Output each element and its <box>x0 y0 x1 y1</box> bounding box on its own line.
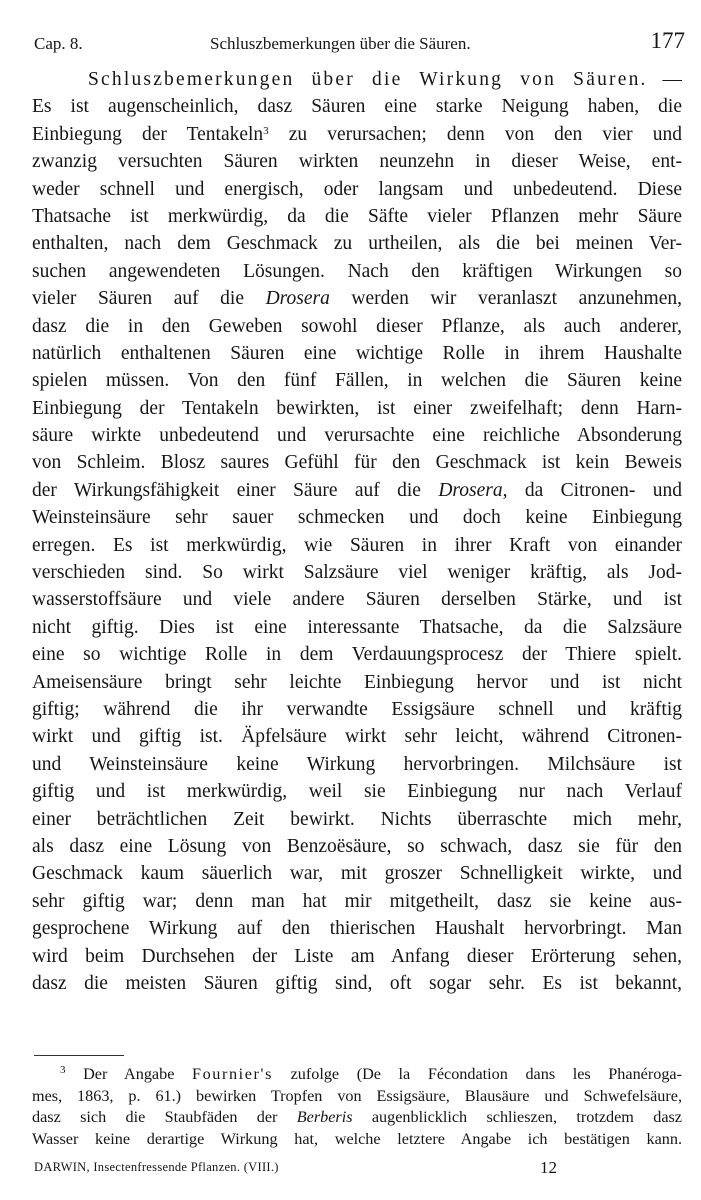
text-line: wirkt und giftig ist. Äpfelsäure wirkt sehr leicht, während Citronen- <box>32 726 682 748</box>
footnote <box>32 1064 682 1150</box>
printer-signature <box>34 1158 684 1182</box>
text-line: weder schnell und energisch, oder langsam und unbedeutend. Diese <box>32 178 682 200</box>
text-fragment: Der Angabe <box>65 1065 192 1083</box>
footnote-separator <box>34 1055 124 1056</box>
text-line: Thatsache ist merkwürdig, da die Säfte vieler Pflanzen mehr Säure <box>32 205 682 227</box>
text-line: giftig und ist merkwürdig, weil sie Einbiegung nur nach Verlauf <box>32 781 682 803</box>
text-line: verschieden sind. So wirkt Salzsäure viel weniger kräftig, als Jod- <box>32 562 682 584</box>
italic-genus-name: Berberis <box>296 1108 353 1126</box>
running-header <box>34 28 685 58</box>
footnote-line <box>32 1107 682 1129</box>
text-fragment: werden wir veranlaszt anzunehmen, <box>329 288 682 310</box>
text-line: Es ist augenscheinlich, dasz Säuren eine starke Neigung haben, die <box>32 96 682 118</box>
text-line: gesprochene Wirkung auf den thierischen Haushalt hervorbringt. Man <box>32 918 682 940</box>
text-line: suchen angewendeten Lösungen. Nach den kräftigen Wirkungen so <box>32 260 682 282</box>
text-fragment: zu verursachen; denn von den vier und <box>268 123 682 145</box>
text-line: säure wirkte unbedeutend und verursachte eine reichliche Absonderung <box>32 425 682 447</box>
text-line <box>32 477 682 504</box>
text-fragment: augenblicklich schlieszen, trotzdem dasz <box>352 1108 682 1126</box>
page-number: 177 <box>650 28 685 53</box>
chapter-label: Cap. 8. <box>34 34 83 53</box>
footnote-line: Wasser keine derartige Wirkung hat, welche letztere Angabe ich bestätigen kann. <box>32 1129 682 1148</box>
text-fragment: der Wirkungsfähigkeit einer Säure auf die <box>32 479 439 501</box>
text-line: als dasz eine Lösung von Benzoësäure, so schwach, dasz sie für den <box>32 835 682 857</box>
footnote-line <box>32 1064 682 1086</box>
text-line: von Schleim. Blosz saures Gefühl für den Geschmack ist kein Beweis <box>32 452 682 474</box>
footnote-marker: 3 <box>60 1064 66 1076</box>
footnote-line: mes, 1863, p. 61.) bewirken Tropfen von Essigsäure, Blausäure und Schwefelsäure, <box>32 1086 682 1105</box>
text-line: erregen. Es ist merkwürdig, wie Säuren in ihrer Kraft von einander <box>32 534 682 556</box>
text-line <box>32 285 682 312</box>
text-line: eine so wichtige Rolle in dem Verdauungsprocesz der Thiere spielt. <box>32 644 682 666</box>
section-heading: Schluszbemerkungen über die Wirkung von Säuren. <box>88 69 648 90</box>
text-line <box>32 121 682 148</box>
text-line: und Weinsteinsäure keine Wirkung hervorbringen. Milchsäure ist <box>32 753 682 775</box>
author-name: Fournier's <box>192 1065 273 1083</box>
text-line: spielen müssen. Von den fünf Fällen, in welchen die Säuren keine <box>32 370 682 392</box>
text-fragment: dasz sich die Staubfäden der <box>32 1108 297 1126</box>
text-line: wasserstoffsäure und viele andere Säuren derselben Stärke, und ist <box>32 589 682 611</box>
text-line: Einbiegung der Tentakeln bewirkten, ist einer zweifelhaft; denn Harn- <box>32 397 682 419</box>
italic-genus-name: Drosera <box>438 479 503 501</box>
text-line: wird beim Durchsehen der Liste am Anfang dieser Erörterung sehen, <box>32 945 682 967</box>
text-line: zwanzig versuchten Säuren wirkten neunzehn in dieser Weise, ent- <box>32 151 682 173</box>
text-line <box>32 66 682 93</box>
signature-text: DARWIN, Insectenfressende Pflanzen. (VIII.) <box>34 1160 279 1174</box>
text-line: dasz die in den Geweben sowohl dieser Pflanze, als auch anderer, <box>32 315 682 337</box>
text-fragment: vieler Säuren auf die <box>32 288 266 310</box>
text-line: Weinsteinsäure sehr sauer schmecken und doch keine Einbiegung <box>32 507 682 529</box>
text-fragment: , da Citronen- und <box>502 479 682 501</box>
signature-number: 12 <box>540 1158 557 1177</box>
text-line: Ameisensäure bringt sehr leichte Einbiegung hervor und ist nicht <box>32 671 682 693</box>
text-fragment: — <box>647 69 682 90</box>
text-line: natürlich enthaltenen Säuren eine wichtige Rolle in ihrem Haushalte <box>32 342 682 364</box>
main-text <box>32 66 682 997</box>
text-line: enthalten, nach dem Geschmack zu urtheilen, als die bei meinen Ver- <box>32 233 682 255</box>
text-fragment: Einbiegung der Tentakeln <box>32 123 264 145</box>
text-line: dasz die meisten Säuren giftig sind, oft sogar sehr. Es ist bekannt, <box>32 972 682 994</box>
running-title: Schluszbemerkungen über die Säuren. <box>210 34 471 53</box>
footnote-reference: 3 <box>263 124 269 137</box>
text-line: sehr giftig war; denn man hat mir mitgetheilt, dasz sie keine aus- <box>32 890 682 912</box>
text-line: einer beträchtlichen Zeit bewirkt. Nichts überraschte mich mehr, <box>32 808 682 830</box>
text-line: giftig; während die ihr verwandte Essigsäure schnell und kräftig <box>32 698 682 720</box>
text-fragment: zufolge (De la Fécondation dans les Phanéroga- <box>272 1065 682 1083</box>
italic-genus-name: Drosera <box>265 288 330 310</box>
text-line: Geschmack kaum säuerlich war, mit groszer Schnelligkeit wirkte, und <box>32 863 682 885</box>
text-line: nicht giftig. Dies ist eine interessante Thatsache, da die Salzsäure <box>32 616 682 638</box>
